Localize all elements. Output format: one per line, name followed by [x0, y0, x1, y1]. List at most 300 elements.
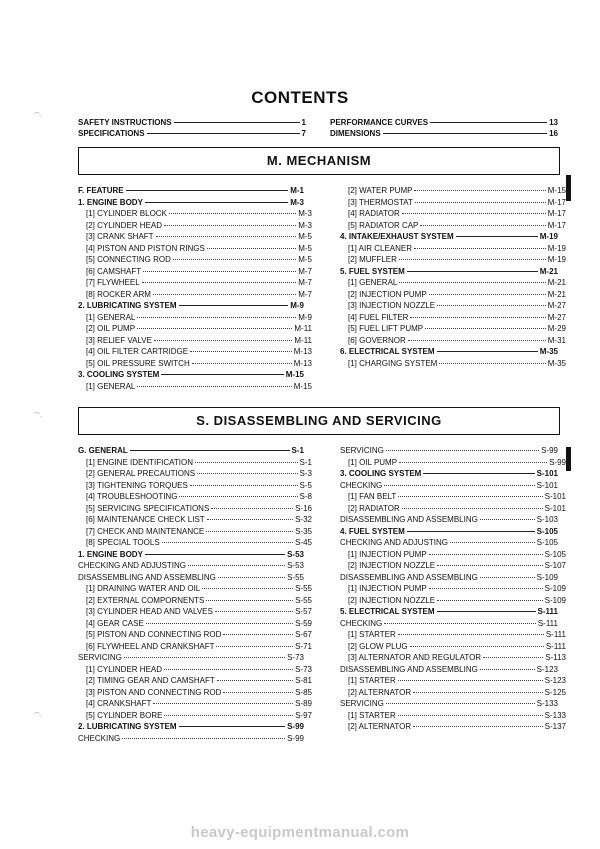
entry-page: S-45 [295, 538, 312, 547]
entry-page: M-15 [547, 186, 566, 195]
toc-entry[interactable] [78, 573, 304, 583]
entry-page: S-113 [545, 653, 566, 662]
entry-page: S-111 [545, 641, 566, 651]
entry-page: S-101 [544, 492, 566, 501]
entry-page: M-15 [285, 370, 304, 379]
leader-line [408, 340, 546, 341]
toc-entry[interactable] [340, 324, 566, 334]
entry-page: M-7 [298, 266, 312, 276]
entry-label: [3] CRANK SHAFT [86, 232, 154, 241]
entry-page: M-21 [547, 278, 566, 287]
entry-label: SAFETY INSTRUCTIONS [78, 118, 172, 127]
leader-line [399, 282, 545, 283]
toc-entry[interactable] [340, 665, 558, 675]
leader-line [153, 294, 296, 295]
toc-entry[interactable] [340, 630, 566, 640]
leader-line [143, 271, 296, 272]
entry-page: S-5 [299, 480, 312, 490]
entry-page: M-13 [293, 347, 312, 356]
toc-entry[interactable] [78, 596, 312, 606]
toc-entry[interactable] [78, 232, 312, 242]
leader-line [450, 542, 535, 543]
toc-entry[interactable] [78, 313, 312, 323]
leader-line [174, 122, 300, 123]
entry-page: S-53 [287, 561, 304, 570]
toc-entry[interactable] [78, 347, 312, 357]
toc-entry[interactable] [340, 244, 566, 254]
entry-page: M-21 [547, 289, 566, 299]
leader-line [429, 294, 546, 295]
watermark-footer: heavy-equipmentmanual.com [190, 824, 410, 841]
toc-entry[interactable] [78, 458, 312, 468]
entry-page: M-5 [298, 243, 312, 253]
leader-line [179, 726, 286, 727]
leader-line [480, 669, 535, 670]
entry-label: [1] OIL PUMP [348, 457, 398, 467]
toc-entry[interactable] [78, 481, 312, 491]
toc-entry[interactable] [340, 711, 566, 721]
entry-label: [3] THERMOSTAT [348, 197, 413, 207]
toc-entry[interactable] [78, 665, 312, 675]
entry-label: [7] CHECK AND MAINTENANCE [86, 526, 205, 536]
entry-label: 1. ENGINE BODY [78, 197, 143, 207]
toc-entry[interactable] [78, 370, 304, 380]
toc-entry[interactable] [340, 290, 566, 300]
entry-label: [7] FLYWHEEL [86, 278, 140, 287]
leader-line [437, 600, 543, 601]
toc-entry[interactable] [340, 653, 566, 663]
punch-hole-mark: ⌒∙ [34, 414, 42, 420]
toc-entry[interactable] [340, 596, 566, 606]
leader-line [223, 692, 293, 693]
leader-line [223, 634, 293, 635]
entry-label: SERVICING [340, 699, 384, 708]
entry-page: M-17 [547, 209, 566, 218]
leader-line [190, 485, 298, 486]
toc-entry[interactable] [340, 607, 558, 617]
entry-label: [4] GEAR CASE [86, 618, 144, 628]
entry-label: [2] INJECTION NOZZLE [348, 561, 436, 570]
toc-entry[interactable] [78, 515, 312, 525]
entry-label: DISASSEMBLING AND ASSEMBLING [340, 515, 478, 524]
entry-label: DIMENSIONS [330, 129, 381, 138]
toc-entry[interactable] [340, 458, 566, 468]
toc-entry[interactable] [78, 642, 312, 652]
section-title: S. DISASSEMBLING AND SERVICING [196, 413, 442, 428]
entry-label: [8] ROCKER ARM [86, 289, 151, 299]
toc-entry[interactable] [340, 481, 558, 491]
toc-entry[interactable] [340, 688, 566, 698]
entry-label: [1] INJECTION PUMP [348, 584, 427, 593]
leader-line [480, 577, 535, 578]
entry-page: M-3 [290, 197, 304, 207]
section-header-mechanism [78, 147, 560, 175]
leader-line [179, 305, 289, 306]
leader-line [437, 305, 546, 306]
leader-line [211, 508, 293, 509]
entry-label: [3] PISTON AND CONNECTING ROD [86, 687, 222, 697]
entry-label: [5] CONNECTING ROD [86, 255, 171, 264]
entry-page: S-55 [295, 584, 312, 593]
leader-line [162, 542, 293, 543]
entry-label: [2] OIL PUMP [86, 324, 136, 333]
toc-entry[interactable] [340, 232, 558, 242]
entry-label: [2] TIMING GEAR AND CAMSHAFT [86, 676, 215, 685]
toc-entry[interactable] [78, 278, 312, 288]
toc-entry[interactable] [78, 198, 304, 208]
entry-label: SERVICING [78, 653, 122, 662]
entry-label: [3] RELIEF VALVE [86, 335, 152, 345]
toc-entry[interactable] [78, 186, 304, 196]
leader-line [190, 351, 292, 352]
entry-page: S-89 [295, 699, 312, 708]
entry-page: S-105 [544, 549, 566, 559]
leader-line [383, 133, 547, 134]
entry-label: [3] ALTERNATOR AND REGULATOR [348, 653, 482, 662]
entry-label: 6. ELECTRICAL SYSTEM [340, 347, 435, 356]
entry-page: S-109 [536, 572, 558, 582]
toc-entry[interactable] [340, 515, 558, 525]
entry-label: [1] INJECTION PUMP [348, 549, 427, 559]
toc-entry[interactable] [78, 255, 312, 265]
section-tab-marker [566, 447, 571, 471]
entry-page: S-111 [537, 618, 558, 628]
leader-line [218, 577, 285, 578]
entry-page: M-15 [293, 381, 312, 391]
toc-entry[interactable] [340, 584, 566, 594]
toc-entry-dimensions[interactable] [330, 129, 558, 139]
entry-label: CHECKING AND ADJUSTING [78, 561, 187, 570]
leader-line [414, 248, 546, 249]
toc-entry-performance-curves[interactable] [330, 118, 558, 128]
toc-entry[interactable] [340, 446, 558, 456]
entry-page: 7 [301, 129, 306, 138]
toc-entry-safety[interactable] [78, 118, 306, 128]
toc-entry[interactable] [340, 198, 566, 208]
toc-entry[interactable] [340, 538, 558, 548]
entry-page: M-31 [547, 335, 566, 345]
entry-page: S-99 [287, 722, 304, 731]
entry-page: S-109 [544, 595, 566, 605]
section-header-servicing [78, 407, 560, 435]
entry-page: S-99 [541, 446, 558, 455]
entry-label: DISASSEMBLING AND ASSEMBLING [340, 664, 478, 674]
entry-label: 5. FUEL SYSTEM [340, 266, 405, 276]
toc-entry[interactable] [340, 347, 558, 357]
entry-label: [1] CYLINDER HEAD [86, 664, 163, 674]
entry-label: CHECKING AND ADJUSTING [340, 538, 449, 547]
entry-label: [5] RADIATOR CAP [348, 220, 419, 230]
entry-page: S-1 [299, 457, 312, 467]
toc-entry[interactable] [340, 573, 558, 583]
leader-line [437, 351, 538, 352]
leader-line [437, 611, 536, 612]
leader-line [384, 485, 534, 486]
entry-page: S-105 [536, 526, 558, 536]
toc-entry[interactable] [340, 313, 566, 323]
toc-entry[interactable] [340, 492, 566, 502]
toc-entry[interactable] [78, 607, 312, 617]
leader-line [399, 462, 547, 463]
entry-label: [1] STARTER [348, 630, 396, 639]
entry-page: M-11 [294, 335, 312, 345]
entry-label: 2. LUBRICATING SYSTEM [78, 722, 177, 731]
entry-label: [6] CAMSHAFT [86, 266, 142, 276]
entry-page: S-35 [295, 526, 312, 536]
entry-label: [2] INJECTION NOZZLE [348, 595, 436, 605]
entry-page: M-35 [547, 358, 566, 368]
leader-line [153, 703, 293, 704]
leader-line [145, 554, 285, 555]
leader-line [217, 680, 293, 681]
leader-line [429, 554, 543, 555]
toc-entry[interactable] [78, 267, 312, 277]
entry-page: M-29 [547, 324, 566, 333]
entry-label: [1] AIR CLEANER [348, 243, 413, 253]
entry-label: CHECKING [78, 733, 121, 743]
toc-entry[interactable] [78, 619, 312, 629]
leader-line [414, 190, 545, 191]
leader-line [179, 496, 297, 497]
leader-line [173, 259, 296, 260]
entry-label: [2] ALTERNATOR [348, 687, 412, 697]
entry-page: S-103 [536, 515, 558, 524]
toc-entry[interactable] [78, 301, 304, 311]
entry-page: S-111 [545, 630, 566, 639]
entry-label: [6] FLYWHEEL AND CRANKSHAFT [86, 641, 215, 651]
entry-label: [1] STARTER [348, 676, 396, 685]
entry-label: [2] INJECTION PUMP [348, 289, 427, 299]
leader-line [147, 133, 300, 134]
toc-entry[interactable] [78, 209, 312, 219]
leader-line [126, 190, 289, 191]
entry-page: S-53 [287, 549, 304, 559]
toc-entry[interactable] [340, 336, 566, 346]
toc-entry[interactable] [78, 290, 312, 300]
entry-page: M-3 [298, 220, 312, 230]
entry-label: CHECKING [340, 618, 383, 628]
leader-line [145, 202, 288, 203]
leader-line [439, 363, 545, 364]
toc-entry[interactable] [78, 630, 312, 640]
entry-page: S-137 [544, 722, 566, 731]
entry-page: S-109 [544, 584, 566, 593]
entry-label: F. FEATURE [78, 186, 124, 195]
entry-page: S-71 [295, 641, 312, 651]
leader-line [407, 271, 538, 272]
entry-page: S-133 [544, 710, 566, 720]
toc-entry[interactable] [78, 382, 312, 392]
section-tab-marker [566, 175, 571, 201]
leader-line [415, 202, 546, 203]
entry-page: M-11 [294, 324, 312, 333]
toc-entry[interactable] [340, 642, 566, 652]
leader-line [195, 462, 298, 463]
toc-entry[interactable] [78, 324, 312, 334]
toc-entry[interactable] [78, 699, 312, 709]
leader-line [216, 646, 293, 647]
leader-line [206, 600, 293, 601]
toc-entry[interactable] [78, 676, 312, 686]
entry-label: SPECIFICATIONS [78, 129, 145, 138]
entry-page: S-81 [295, 676, 312, 685]
entry-label: 2. LUBRICATING SYSTEM [78, 301, 177, 310]
entry-page: M-19 [547, 255, 566, 264]
toc-entry[interactable] [340, 722, 566, 732]
entry-label: [2] GLOW PLUG [348, 641, 408, 651]
entry-page: S-125 [544, 687, 566, 697]
entry-label: [1] CHARGING SYSTEM [348, 358, 438, 368]
leader-line [402, 213, 546, 214]
leader-line [437, 565, 543, 566]
toc-entry[interactable] [78, 446, 304, 456]
leader-line [423, 473, 534, 474]
leader-line [456, 236, 538, 237]
toc-entry[interactable] [78, 653, 304, 663]
entry-page: S-99 [287, 733, 304, 743]
entry-page: M-13 [293, 358, 312, 368]
leader-line [206, 531, 293, 532]
toc-entry[interactable] [340, 267, 558, 277]
toc-entry[interactable] [78, 469, 312, 479]
leader-line [398, 634, 544, 635]
toc-entry[interactable] [340, 561, 566, 571]
entry-page: S-85 [295, 687, 312, 697]
entry-page: S-57 [295, 607, 312, 616]
entry-page: S-59 [295, 618, 312, 628]
entry-label: [4] OIL FILTER CARTRIDGE [86, 347, 189, 356]
leader-line [142, 282, 297, 283]
entry-page: S-97 [295, 710, 312, 720]
entry-page: M-9 [298, 312, 312, 322]
entry-page: M-7 [298, 289, 312, 299]
toc-entry[interactable] [340, 504, 566, 514]
leader-line [192, 363, 292, 364]
leader-line [413, 726, 543, 727]
entry-page: M-19 [539, 232, 558, 241]
toc-entry[interactable] [78, 221, 312, 231]
leader-line [398, 680, 543, 681]
entry-page: S-101 [536, 480, 558, 490]
toc-entry[interactable] [340, 527, 558, 537]
leader-line [137, 386, 291, 387]
entry-label: 5. ELECTRICAL SYSTEM [340, 607, 435, 616]
entry-page: S-55 [295, 595, 312, 605]
entry-label: [4] PISTON AND PISTON RINGS [86, 243, 205, 253]
leader-line [480, 519, 535, 520]
leader-line [164, 715, 293, 716]
entry-page: M-17 [547, 197, 566, 207]
leader-line [188, 565, 285, 566]
toc-entry[interactable] [78, 734, 304, 744]
toc-entry[interactable] [78, 584, 312, 594]
leader-line [130, 450, 290, 451]
leader-line [161, 374, 283, 375]
toc-entry[interactable] [340, 209, 566, 219]
entry-label: [1] FAN BELT [348, 492, 397, 501]
entry-page: M-3 [298, 209, 312, 218]
entry-label: [1] DRAINING WATER AND OIL [86, 584, 201, 593]
toc-entry[interactable] [78, 504, 312, 514]
entry-label: 3. COOLING SYSTEM [78, 370, 160, 379]
entry-label: [4] CRANKSHAFT [86, 699, 152, 708]
leader-line [398, 496, 542, 497]
toc-entry[interactable] [340, 301, 566, 311]
entry-label: SERVICING [340, 446, 384, 455]
toc-entry[interactable] [78, 359, 312, 369]
toc-entry[interactable] [340, 676, 566, 686]
entry-page: M-5 [298, 232, 312, 241]
toc-entry[interactable] [78, 244, 312, 254]
leader-line [169, 213, 296, 214]
toc-entry[interactable] [340, 550, 566, 560]
entry-page: M-1 [290, 186, 304, 195]
entry-label: 3. COOLING SYSTEM [340, 469, 422, 478]
leader-line [483, 657, 543, 658]
entry-label: [4] RADIATOR [348, 209, 400, 218]
leader-line [429, 588, 543, 589]
entry-page: M-19 [547, 243, 566, 253]
toc-entry[interactable] [340, 278, 566, 288]
entry-label: 1. ENGINE BODY [78, 549, 143, 559]
toc-entry[interactable] [340, 186, 566, 196]
entry-label: [5] OIL PRESSURE SWITCH [86, 358, 190, 368]
toc-entry[interactable] [340, 469, 558, 479]
entry-page: S-8 [299, 492, 312, 501]
leader-line [137, 328, 292, 329]
toc-entry[interactable] [340, 699, 558, 709]
entry-page: S-67 [295, 630, 312, 639]
entry-label: [3] CYLINDER HEAD AND VALVES [86, 607, 213, 616]
toc-entry[interactable] [78, 711, 312, 721]
entry-page: M-27 [547, 301, 566, 310]
entry-label: [5] PISTON AND CONNECTING ROD [86, 630, 222, 639]
toc-entry[interactable] [340, 619, 558, 629]
toc-entry[interactable] [78, 527, 312, 537]
entry-page: S-3 [299, 469, 312, 478]
leader-line [164, 669, 293, 670]
entry-label: [1] GENERAL [86, 381, 136, 391]
entry-label: [6] MAINTENANCE CHECK LIST [86, 515, 205, 524]
toc-entry[interactable] [78, 722, 304, 732]
entry-page: S-16 [295, 503, 312, 513]
entry-page: S-32 [295, 515, 312, 524]
toc-entry[interactable] [78, 492, 312, 502]
toc-entry[interactable] [78, 550, 304, 560]
leader-line [215, 611, 293, 612]
entry-label: DISASSEMBLING AND ASSEMBLING [78, 572, 216, 582]
leader-line [413, 692, 543, 693]
leader-line [386, 450, 539, 451]
toc-entry-specifications[interactable] [78, 129, 306, 139]
toc-entry[interactable] [340, 221, 566, 231]
toc-entry[interactable] [78, 538, 312, 548]
entry-label: [2] ALTERNATOR [348, 722, 412, 731]
toc-entry[interactable] [78, 688, 312, 698]
leader-line [122, 738, 285, 739]
toc-entry[interactable] [340, 359, 566, 369]
leader-line [384, 623, 536, 624]
entry-page: 13 [549, 118, 558, 127]
entry-label: [4] FUEL FILTER [348, 312, 409, 322]
entry-label: [1] GENERAL [86, 312, 136, 322]
entry-page: S-73 [287, 653, 304, 662]
page-title: CONTENTS [251, 88, 349, 107]
toc-entry[interactable] [78, 336, 312, 346]
leader-line [156, 236, 297, 237]
toc-entry[interactable] [78, 561, 304, 571]
toc-entry[interactable] [340, 255, 566, 265]
